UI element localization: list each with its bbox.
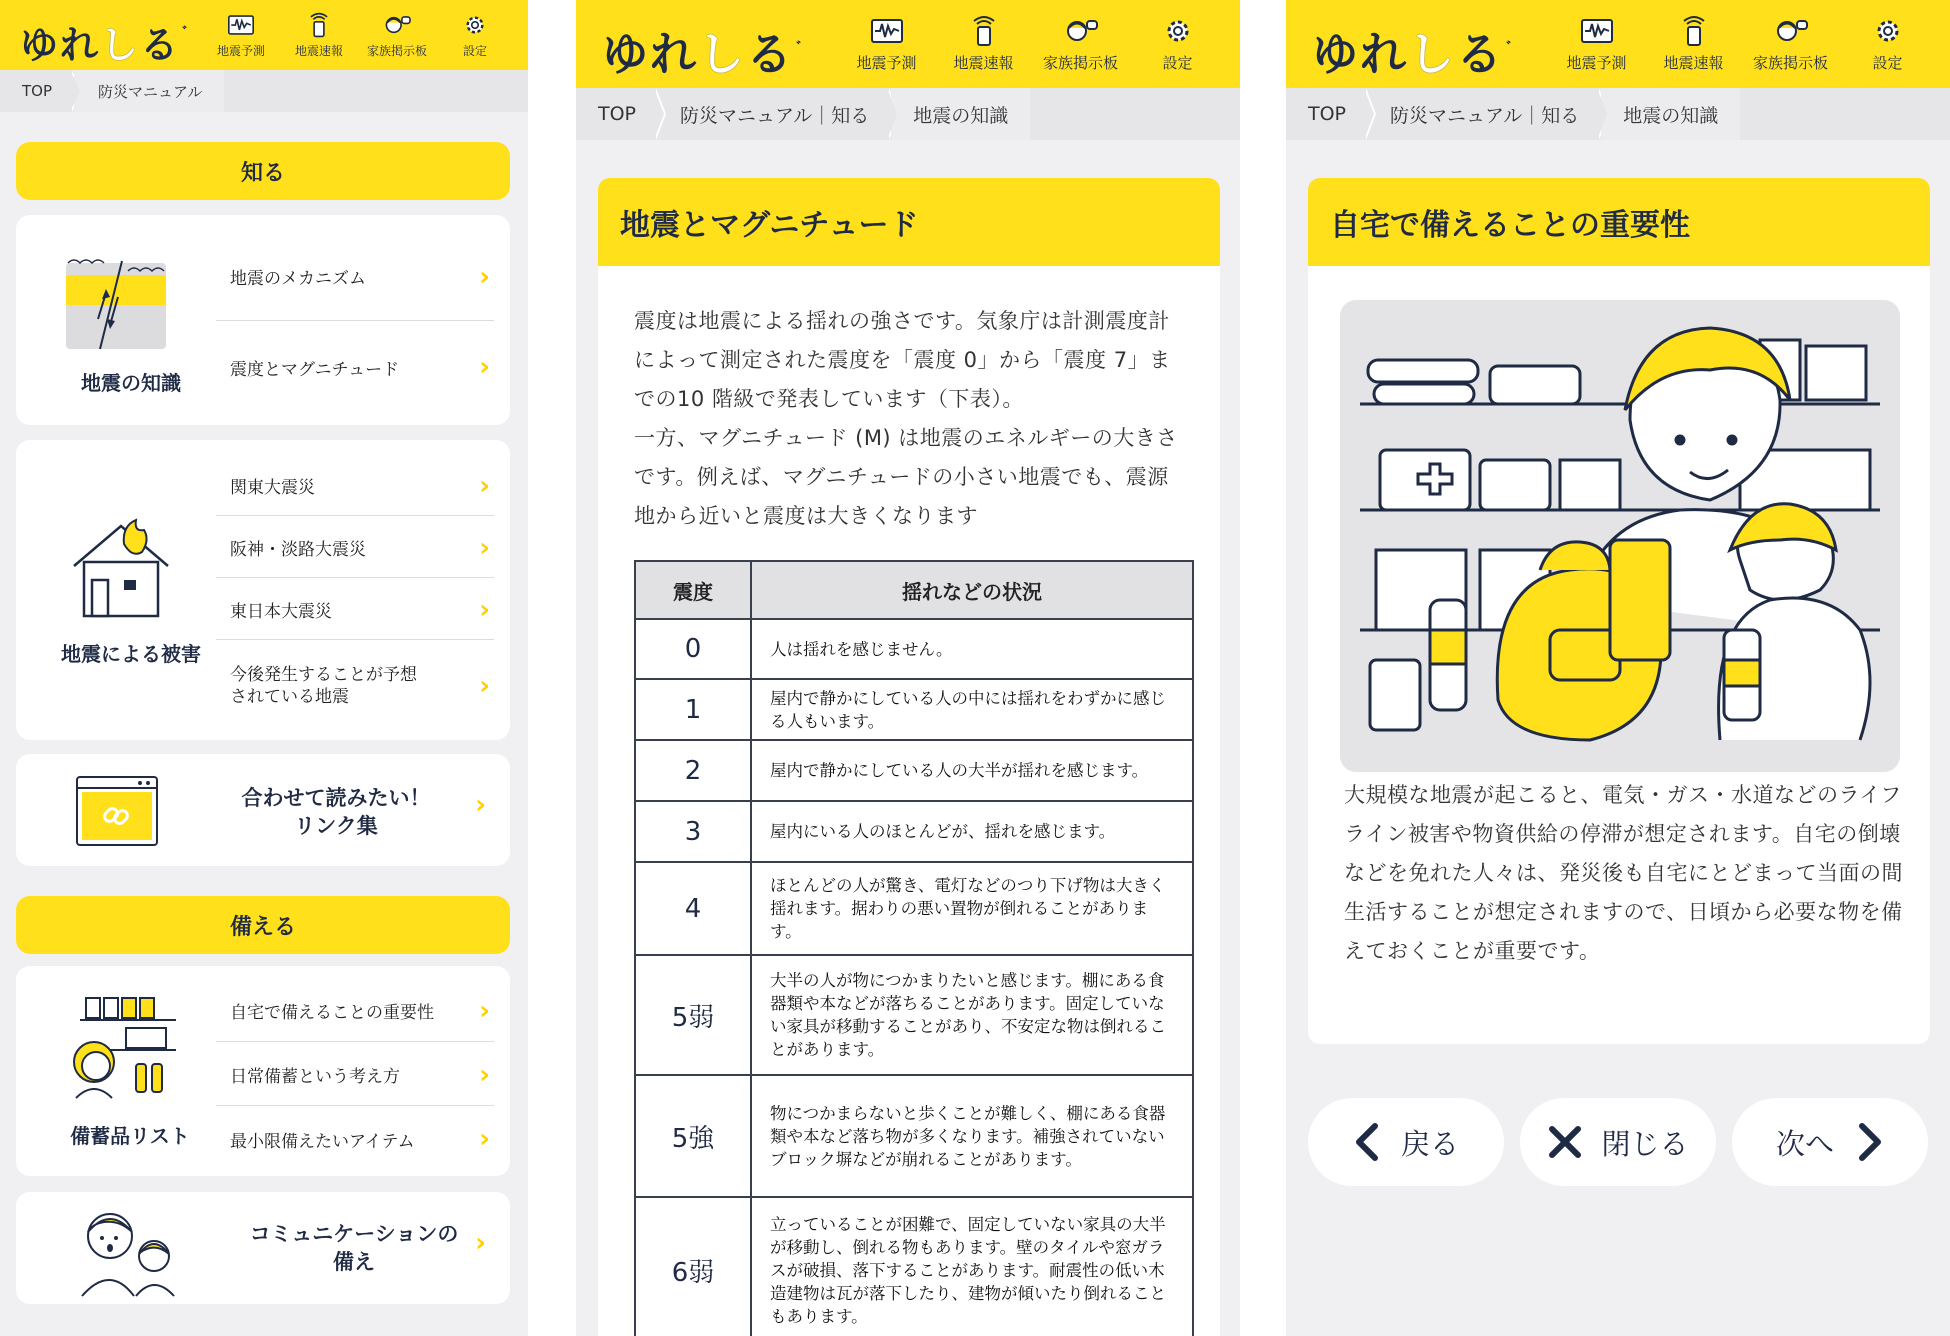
logo-mark: ゛ <box>796 41 812 57</box>
breadcrumb-label: 地震の知識 <box>913 104 1009 127</box>
intensity-level: 5強 <box>635 1075 751 1197</box>
section-header-prepare <box>16 896 510 954</box>
article-paragraph: 大規模な地震が起こると、電気・ガス・水道などのライフライン被害や物資供給の停滞が想定されます。自宅の倒壊などを免れた人々は、発災後も自宅にとどまって当面の間生活することが想定されますので、日頃から必要な物を備えておくことが重要です。 <box>1344 783 1903 963</box>
intensity-level: 1 <box>635 679 751 740</box>
logo-text-accent: し <box>1408 27 1456 81</box>
screen-home-preparedness <box>1286 0 1950 1336</box>
breadcrumb-top[interactable] <box>0 70 74 112</box>
link-intensity-magnitude[interactable] <box>216 323 494 411</box>
nav-alert[interactable] <box>280 12 358 59</box>
intensity-level: 0 <box>635 619 751 679</box>
signal-phone-icon <box>966 15 1002 47</box>
intensity-table <box>634 560 1194 1336</box>
article-body <box>598 266 1220 1336</box>
logo-text: る <box>140 23 181 67</box>
nav-alert[interactable] <box>1645 15 1742 73</box>
chevron-right-icon: › <box>479 594 490 625</box>
header-nav <box>202 0 514 70</box>
table-row <box>635 619 1193 679</box>
chevron-right-icon: › <box>479 995 490 1026</box>
chevron-right-icon: › <box>479 532 490 563</box>
article-title <box>598 178 1220 266</box>
intensity-description: 立っていることが困難で、固定していない家具の大半が移動し、倒れる物もあります。壁のタイルや窓ガラスが破損、落下することがあります。耐震性の低い木造建物は瓦が落下したり、建物が傾いたり倒れることもあります。 <box>751 1197 1193 1336</box>
chevron-right-icon: › <box>479 352 490 382</box>
nav-label: 家族掲示板 <box>366 43 427 58</box>
link-home-preparedness[interactable] <box>216 980 494 1042</box>
burning-house-illustration <box>66 514 176 624</box>
nav-label: 家族掲示板 <box>1042 54 1118 72</box>
app-logo[interactable] <box>20 14 198 69</box>
table-row <box>635 679 1193 740</box>
link-minimum-items[interactable] <box>216 1108 494 1170</box>
section-header-know <box>16 142 510 200</box>
nav-family-board[interactable] <box>1032 15 1129 73</box>
intensity-level: 3 <box>635 801 751 862</box>
table-row <box>635 740 1193 801</box>
nav-alert[interactable] <box>935 15 1032 73</box>
breadcrumb-top[interactable] <box>1286 88 1368 140</box>
intensity-description: 屋内で静かにしている人の中には揺れをわずかに感じる人もいます。 <box>751 679 1193 740</box>
app-logo[interactable] <box>602 18 812 84</box>
breadcrumb-label: TOP <box>598 103 637 125</box>
seismograph-icon <box>1579 15 1615 47</box>
breadcrumb <box>576 88 1240 140</box>
link-great-kanto[interactable] <box>216 456 494 516</box>
row-label: 地震のメカニズム <box>230 269 366 289</box>
nav-family-board[interactable] <box>358 12 436 59</box>
logo-text: ゆれ <box>20 23 101 67</box>
card-communication-prep[interactable] <box>16 1192 510 1304</box>
row-label: 関東大震災 <box>230 478 315 498</box>
row-label: 最小限備えたいアイテム <box>230 1131 415 1152</box>
nav-label: 地震速報 <box>1663 54 1724 72</box>
table-row <box>635 955 1193 1075</box>
nav-label: 地震予測 <box>216 43 265 58</box>
row-label: 日常備蓄という考え方 <box>230 1067 400 1087</box>
card-stockpile-list <box>16 966 510 1176</box>
link-future-earthquakes[interactable] <box>216 644 494 728</box>
family-chat-icon <box>1063 15 1099 47</box>
screen-manual-index <box>0 0 528 1336</box>
link-daily-stockpile[interactable] <box>216 1044 494 1106</box>
link-hanshin-awaji[interactable] <box>216 518 494 578</box>
card-earthquake-knowledge <box>16 215 510 425</box>
breadcrumb-manual-know[interactable] <box>1368 88 1601 140</box>
header-nav <box>838 0 1226 88</box>
row-label: 震度とマグニチュード <box>230 359 400 380</box>
logo-text: る <box>746 27 794 81</box>
nav-forecast[interactable] <box>202 12 280 59</box>
article-paragraph: 震度は地震による揺れの強さです。気象庁は計測震度計によって測定された震度を「震度 0」から「震度 7」までの10 階級で発表しています（下表）。 一方、マグニチュード (M) は地震のエネルギーの大きさです。例えば、マグニチュードの小さい地震でも、震源地から近いと震度は大きくなります <box>634 309 1178 528</box>
logo-text: ゆれ <box>1312 27 1408 81</box>
logo-mark: ゛ <box>182 26 199 42</box>
family-stockpile-drawing <box>1340 300 1900 772</box>
nav-label: 地震予測 <box>856 54 917 72</box>
button-label: 次へ <box>1775 1126 1834 1161</box>
card-title: 地震による被害 <box>61 642 201 666</box>
chevron-right-icon <box>1856 1122 1884 1162</box>
button-label: 閉じる <box>1601 1126 1689 1161</box>
row-label: 自宅で備えることの重要性 <box>230 1003 434 1023</box>
card-title: 備蓄品リスト <box>70 1124 190 1148</box>
breadcrumb-manual <box>74 70 224 112</box>
row-label: 阪神・淡路大震災 <box>230 540 366 560</box>
nav-label: 地震速報 <box>953 54 1014 72</box>
card-link-collection[interactable] <box>16 754 510 866</box>
breadcrumb-manual-know[interactable] <box>658 88 891 140</box>
breadcrumb-knowledge <box>891 88 1030 140</box>
breadcrumb <box>1286 88 1950 140</box>
back-button[interactable] <box>1308 1098 1504 1186</box>
page-title: 地震とマグニチュード <box>620 208 919 243</box>
card-title: コミュニケーションの 備え <box>249 1222 459 1275</box>
chevron-right-icon: › <box>479 671 490 701</box>
nav-label: 設定 <box>1162 54 1193 72</box>
chevron-right-icon: › <box>479 470 490 501</box>
screen-intensity-magnitude <box>576 0 1240 1336</box>
close-icon <box>1547 1124 1583 1160</box>
column-header-situation: 揺れなどの状況 <box>751 561 1193 619</box>
column-header-level: 震度 <box>635 561 751 619</box>
app-logo[interactable] <box>1312 18 1522 84</box>
article-title <box>1308 178 1930 266</box>
breadcrumb-label: 地震の知識 <box>1623 104 1719 127</box>
chevron-right-icon: › <box>475 1228 486 1258</box>
intensity-description: 人は揺れを感じません。 <box>751 619 1193 679</box>
section-title: 備える <box>229 914 296 940</box>
nav-settings[interactable] <box>1839 15 1936 73</box>
app-header <box>576 0 1240 88</box>
nav-forecast[interactable] <box>1548 15 1645 73</box>
logo-text-accent: し <box>698 27 746 81</box>
table-row <box>635 1075 1193 1197</box>
breadcrumb-label: TOP <box>1308 103 1347 125</box>
breadcrumb-label: 防災マニュアル <box>98 82 203 101</box>
intensity-description: 屋内にいる人のほとんどが、揺れを感じます。 <box>751 801 1193 862</box>
card-title: 合わせて読みたい！ リンク集 <box>241 786 431 839</box>
chevron-right-icon: › <box>475 790 486 820</box>
article-body <box>1308 266 1930 1044</box>
table-header-row <box>635 561 1193 619</box>
nav-label: 設定 <box>1872 54 1903 72</box>
nav-label: 家族掲示板 <box>1752 54 1828 72</box>
nav-family-board[interactable] <box>1742 15 1839 73</box>
row-label: 今後発生することが予想 されている地震 <box>230 665 417 707</box>
nav-label: 地震速報 <box>294 43 343 58</box>
next-button[interactable] <box>1732 1098 1928 1186</box>
nav-label: 地震予測 <box>1566 54 1627 72</box>
app-header <box>0 0 528 70</box>
gear-icon <box>460 12 490 38</box>
app-header <box>1286 0 1950 88</box>
intensity-description: 大半の人が物につかまりたいと感じます。棚にある食器類や本などが落ちることがあります。固定していない家具が移動することがあり、不安定な物は倒れることがあります。 <box>751 955 1193 1075</box>
intensity-level: 5弱 <box>635 955 751 1075</box>
nav-forecast[interactable] <box>838 15 935 73</box>
intensity-description: ほとんどの人が驚き、電灯などのつり下げ物は大きく揺れます。据わりの悪い置物が倒れることがあります。 <box>751 862 1193 955</box>
card-earthquake-damage <box>16 440 510 740</box>
family-talk-illustration <box>74 1200 184 1300</box>
chevron-right-icon: › <box>479 261 490 292</box>
close-button[interactable] <box>1520 1098 1716 1186</box>
breadcrumb-label: 防災マニュアル｜知る <box>680 104 870 127</box>
header-nav <box>1548 0 1936 88</box>
chevron-left-icon <box>1353 1122 1381 1162</box>
fault-illustration <box>62 253 172 353</box>
signal-phone-icon <box>1676 15 1712 47</box>
stockpile-illustration <box>66 996 182 1100</box>
intensity-level: 6弱 <box>635 1197 751 1336</box>
table-row <box>635 1197 1193 1336</box>
table-row <box>635 801 1193 862</box>
intensity-description: 物につかまらないと歩くことが難しく、棚にある食器類や本など落ち物が多くなります。補強されていないブロック塀などが崩れることがあります。 <box>751 1075 1193 1197</box>
breadcrumb-knowledge <box>1601 88 1740 140</box>
link-earthquake-mechanism[interactable] <box>216 233 494 321</box>
intensity-description: 屋内で静かにしている人の大半が揺れを感じます。 <box>751 740 1193 801</box>
gear-icon <box>1870 15 1906 47</box>
logo-text: ゆれ <box>602 27 698 81</box>
breadcrumb-top[interactable] <box>576 88 658 140</box>
chevron-right-icon: › <box>479 1124 490 1154</box>
page-title: 自宅で備えることの重要性 <box>1330 208 1690 243</box>
nav-label: 設定 <box>462 43 487 58</box>
logo-text-accent: し <box>100 23 141 67</box>
seismograph-icon <box>869 15 905 47</box>
breadcrumb-label: TOP <box>22 82 53 100</box>
link-great-east-japan[interactable] <box>216 580 494 640</box>
intensity-level: 2 <box>635 740 751 801</box>
nav-settings[interactable] <box>1129 15 1226 73</box>
nav-settings[interactable] <box>436 12 514 59</box>
family-chat-icon <box>382 12 412 38</box>
logo-mark: ゛ <box>1506 41 1522 57</box>
button-label: 戻る <box>1400 1126 1459 1161</box>
family-stockpile-illustration <box>1340 300 1900 772</box>
breadcrumb-label: 防災マニュアル｜知る <box>1390 104 1580 127</box>
link-window-icon <box>74 774 160 848</box>
logo-text: る <box>1456 27 1504 81</box>
gear-icon <box>1160 15 1196 47</box>
intensity-level: 4 <box>635 862 751 955</box>
family-chat-icon <box>1773 15 1809 47</box>
chevron-right-icon: › <box>479 1059 490 1090</box>
signal-phone-icon <box>304 12 334 38</box>
section-title: 知る <box>240 160 285 186</box>
seismograph-icon <box>226 12 256 38</box>
card-title: 地震の知識 <box>81 371 181 395</box>
row-label: 東日本大震災 <box>230 602 332 622</box>
breadcrumb <box>0 70 528 112</box>
table-row <box>635 862 1193 955</box>
